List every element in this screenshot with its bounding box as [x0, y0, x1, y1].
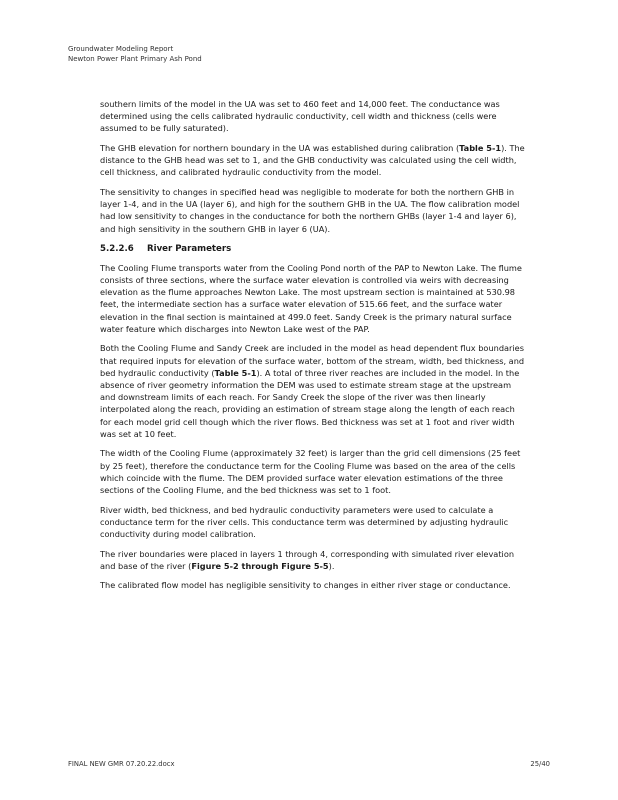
paragraph-text: Both the Cooling Flume and Sandy Creek are included in the model as head dependent flux boundaries that required inputs for elevation of the surface water, bottom of the stream, width, bed thickness, and bed hydraulic conductivity ( — [100, 343, 525, 378]
figure-reference: Figure 5-2 through Figure 5-5 — [191, 560, 329, 571]
paragraph: River width, bed thickness, and bed hydraulic conductivity parameters were used to calculate a conductance term for the river cells. This conductance term was determined by adjusting hydraulic conductivity during model calibration. — [100, 504, 509, 540]
paragraph — [100, 142, 528, 179]
page-header — [68, 45, 202, 64]
section-title: River Parameters — [147, 243, 232, 254]
paragraph-text: The GHB elevation for northern boundary in the UA was established during calibration ( — [100, 143, 460, 153]
paragraph — [100, 548, 528, 572]
footer-filename: FINAL NEW GMR 07.20.22.docx — [68, 760, 175, 768]
paragraph-text: ). — [328, 560, 335, 571]
paragraph: southern limits of the model in the UA was set to 460 feet and 14,000 feet. The conductance was determined using the cells calibrated hydraulic conductivity, cell width and thickness (cells were assumed to be fully saturated). — [100, 99, 500, 134]
paragraph-text: The river boundaries were placed in layers 1 through 4, corresponding with simulated river elevation and base of the river ( — [100, 548, 515, 571]
document-body — [100, 98, 528, 599]
paragraph: The sensitivity to changes in specified head was negligible to moderate for both the northern GHB in layer 1-4, and in the UA (layer 6), and high for the southern GHB in the UA. The flow calibration model had low sensitivity to changes in the conductance for both the northern GHBs (layer 1-4 and layer 6), and high sensitivity in the southern GHB in layer 6 (UA). — [100, 187, 520, 234]
paragraph-text: ). The distance to the GHB head was set to 1, and the GHB conductivity was calculated using the cell width, cell thickness, and calibrated hydraulic conductivity from the model. — [100, 143, 525, 178]
paragraph: The width of the Cooling Flume (approximately 32 feet) is larger than the grid cell dimensions (25 feet by 25 feet), therefore the conductance term for the Cooling Flume was based on the area of the cells which coincide with the flume. The DEM provided surface water elevation estimations of the three sections of the Cooling Flume, and the bed thickness was set to 1 foot. — [100, 448, 521, 496]
header-report-title: Groundwater Modeling Report — [68, 45, 174, 53]
paragraph-text: ). A total of three river reaches are included in the model. In the absence of river geometry information the DEM was used to estimate stream stage at the upstream and downstream limits of each reach. For Sandy Creek the slope of the river was then linearly interpolated along the reach, providing an estimation of stream stage along the length of each reach for each model grid cell though which the river flows. Bed thickness was set at 1 foot and river width was set at 10 feet. — [100, 367, 520, 439]
paragraph — [100, 342, 528, 440]
table-reference: Table 5-1 — [459, 143, 502, 153]
section-number: 5.2.2.6 — [100, 243, 134, 254]
paragraph: The calibrated flow model has negligible sensitivity to changes in either river stage or conductance. — [100, 580, 511, 591]
page-number: 25/40 — [530, 760, 550, 768]
header-site-name: Newton Power Plant Primary Ash Pond — [68, 54, 202, 63]
section-heading — [100, 243, 528, 255]
paragraph: The Cooling Flume transports water from the Cooling Pond north of the PAP to Newton Lake. The flume consists of three sections, where the surface water elevation is controlled via weirs with decreasing elevation as the flume approaches Newton Lake. The most upstream section is maintained at 530.98 feet, the intermediate section has a surface water elevation of 515.66 feet, and the surface water elevation in the final section is maintained at 499.0 feet. Sandy Creek is the primary natural surface water feature which discharges into Newton Lake west of the PAP. — [100, 262, 522, 334]
table-reference: Table 5-1 — [214, 367, 257, 378]
